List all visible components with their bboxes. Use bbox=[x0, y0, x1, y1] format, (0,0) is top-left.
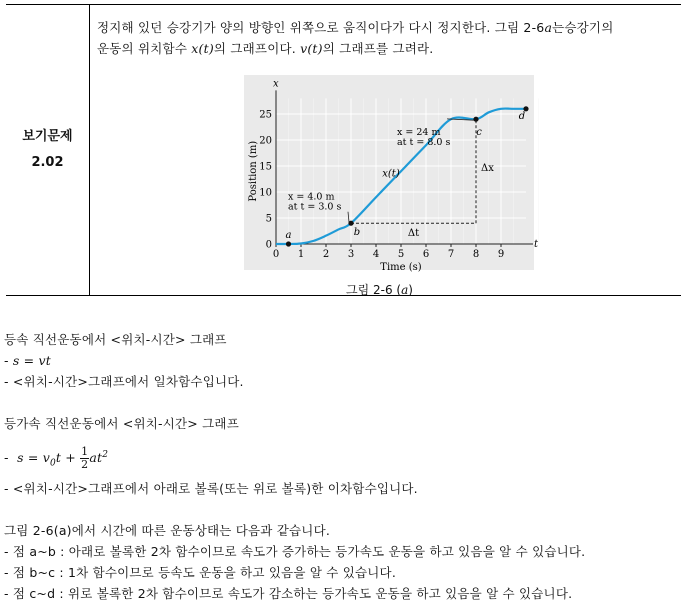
section1-heading: 등속 직선운동에서 <위치-시간> 그래프 bbox=[4, 332, 227, 347]
point-c bbox=[473, 117, 478, 122]
fraction-denominator: 2 bbox=[81, 458, 89, 472]
annotation-c-line1: x = 24 m bbox=[397, 126, 441, 138]
problem-text-2b: x(t) bbox=[191, 41, 214, 56]
caption-text-b: a bbox=[401, 283, 409, 297]
section3-item-1: - 점 a~b : 아래로 볼록한 2차 함수이므로 속도가 증가하는 등가속도 운동을 하고 있음을 알 수 있습니다. bbox=[4, 544, 586, 559]
x-tick-label: 8 bbox=[472, 249, 480, 260]
section1-bullet: - <위치-시간>그래프에서 일차함수입니다. bbox=[4, 374, 244, 389]
problem-label-cell bbox=[6, 5, 89, 295]
y-tick-label: 20 bbox=[259, 135, 272, 147]
problem-text-2e: 의 그래프를 그려라. bbox=[322, 41, 434, 56]
point-label-c: c bbox=[476, 127, 482, 139]
y-tick-label: 5 bbox=[265, 213, 272, 225]
x-tick-label: 2 bbox=[322, 249, 330, 260]
y-tick-label: 15 bbox=[259, 161, 272, 173]
annotation-c-line2: at t = 8.0 s bbox=[397, 137, 451, 149]
section2-formula-c: at bbox=[89, 450, 103, 466]
y-tick-label: 10 bbox=[259, 187, 272, 199]
fraction-numerator: 1 bbox=[81, 445, 89, 459]
point-label-d: d bbox=[518, 110, 526, 122]
section3-heading: 그림 2-6(a)에서 시간에 따른 운동상태는 다음과 같습니다. bbox=[4, 523, 331, 538]
annotation-b-line2: at t = 3.0 s bbox=[288, 201, 342, 213]
position-time-chart bbox=[244, 75, 539, 273]
section1-formula-line: - s = vt bbox=[4, 353, 52, 368]
x-tick-label: 3 bbox=[347, 249, 355, 260]
cell-divider bbox=[89, 5, 90, 295]
problem-text-1a: 정지해 있던 승강기가 양의 방향인 위쪽으로 움직이다가 다시 정지한다. 그림 2-6 bbox=[97, 20, 545, 35]
annotation-b-line1: x = 4.0 m bbox=[288, 191, 335, 203]
section2-bullet: - <위치-시간>그래프에서 아래로 볼록(또는 위로 볼록)한 이차함수입니다. bbox=[4, 481, 418, 496]
x-tick-label: 4 bbox=[372, 249, 380, 260]
section2-formula-line: - $s = v_0t$ + $\frac{1}{2}$ $at^2$ bbox=[4, 445, 109, 472]
problem-number: 2.02 bbox=[31, 155, 64, 170]
point-label-b: b bbox=[353, 227, 361, 239]
section2-formula-sup: 2 bbox=[102, 450, 109, 460]
delta-x-label: Δx bbox=[481, 163, 494, 175]
figure-caption bbox=[346, 281, 413, 298]
x-tick-label: 1 bbox=[297, 249, 305, 260]
section2-formula-a: s = v bbox=[17, 450, 50, 466]
section2-heading: 등가속 직선운동에서 <위치-시간> 그래프 bbox=[4, 416, 239, 431]
section1-formula: s = vt bbox=[12, 353, 52, 368]
problem-text-2d: v(t) bbox=[300, 41, 323, 56]
problem-text-2c: 의 그래프이다. bbox=[213, 41, 301, 56]
section2-formula-b: t + bbox=[55, 450, 81, 466]
problem-label: 보기문제 bbox=[22, 129, 73, 144]
section3-item-2: - 점 b~c : 1차 함수이므로 등속도 운동을 하고 있음을 알 수 있습니다. bbox=[4, 565, 397, 580]
problem-text-1c: 는승강기의 bbox=[552, 20, 614, 35]
x-tick-label: 9 bbox=[497, 249, 505, 260]
caption-text-c: ) bbox=[408, 283, 413, 297]
problem-text-1b: a bbox=[544, 20, 553, 35]
section3-item-3: - 점 c~d : 위로 볼록한 2차 함수이므로 속도가 감소하는 등가속도 운동을 하고 있음을 알 수 있습니다. bbox=[4, 586, 573, 601]
y-tick-label: 25 bbox=[259, 109, 272, 121]
problem-statement bbox=[97, 17, 681, 59]
y-axis-name: x bbox=[273, 78, 279, 90]
problem-box bbox=[6, 4, 681, 296]
problem-text-2a: 운동의 위치함수 bbox=[97, 41, 192, 56]
x-tick-label: 7 bbox=[447, 249, 455, 260]
x-tick-label: 0 bbox=[272, 249, 280, 260]
delta-t-label: Δt bbox=[407, 228, 420, 240]
curve-label: x(t) bbox=[382, 168, 400, 180]
x-axis-name: t bbox=[534, 239, 539, 250]
y-axis-label: Position (m) bbox=[248, 140, 259, 202]
x-axis-label: Time (s) bbox=[380, 262, 422, 273]
section2-formula-sub: 0 bbox=[49, 458, 56, 469]
point-a bbox=[286, 241, 291, 246]
section2-fraction bbox=[80, 446, 89, 471]
caption-text-a: 그림 2-6 ( bbox=[346, 283, 402, 297]
x-tick-label: 6 bbox=[422, 249, 430, 260]
y-tick-label: 0 bbox=[265, 239, 272, 251]
x-tick-label: 5 bbox=[397, 249, 405, 260]
point-label-a: a bbox=[285, 230, 292, 241]
